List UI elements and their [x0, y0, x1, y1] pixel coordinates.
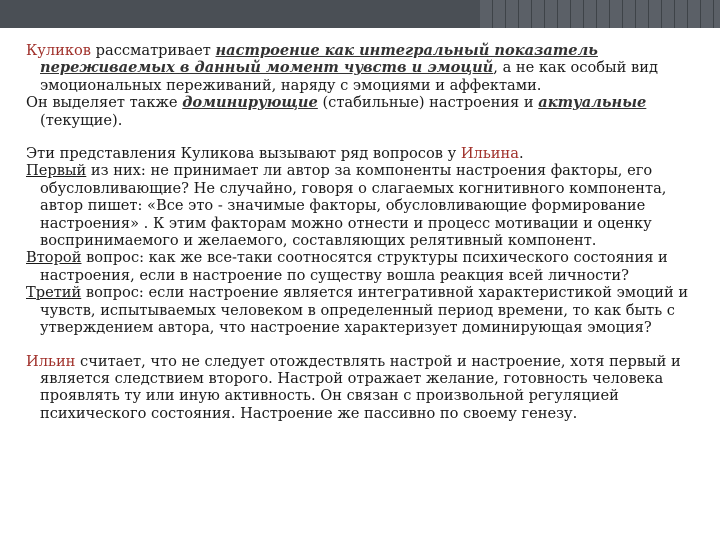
text: , а не как особый вид эмоциональных переживаний, наряду с эмоциями и аффектами. [40, 59, 658, 94]
name-ilyina: Ильина [460, 145, 519, 163]
name-kulikov: Куликов [26, 42, 92, 59]
header-decoration [480, 0, 720, 28]
text: из них: не принимает ли автор за компоненты настроения факторы, его обусловливающие? Не случайно, говоря о слагаемых когнитивного компонента, автор пишет: «Все это - значимые факторы, обусловливающие формирование настроения» . К этим факторам можно отнести и процесс мотивации и оценку воспринимаемого и желаемого, составляющих релятивный компонент. [40, 162, 667, 250]
text: Эти представления Куликова вызывают ряд вопросов у [26, 145, 461, 163]
label-third: Третий [26, 284, 82, 302]
name-ilyin: Ильин [26, 352, 76, 370]
text: . [518, 145, 524, 163]
emphasis-dominant: доминирующие [182, 94, 318, 112]
text: (текущие). [40, 111, 123, 129]
text: вопрос: как же все-таки соотносятся структуры психического состояния и настроения, если в настроение по существу вошла реакция всей личности? [40, 249, 668, 284]
paragraph-ilyin-view [26, 353, 698, 423]
paragraph-kulikov-definition [26, 42, 698, 94]
paragraph-second-question [26, 249, 698, 284]
paragraph-first-question [26, 162, 698, 249]
text: Он выделяет также [26, 94, 183, 112]
paragraph-ilyin-questions [26, 145, 698, 162]
label-second: Второй [26, 249, 82, 267]
paragraph-mood-types [26, 94, 698, 129]
slide-body [26, 42, 698, 422]
text: рассматривает [91, 42, 216, 59]
text: вопрос: если настроение является интегративной характеристикой эмоций и чувств, испытываемых человеком в определенный период времени, то как быть с утверждением автора, что настроение характеризует доминирующая эмоция? [40, 284, 689, 337]
paragraph-third-question [26, 284, 698, 336]
emphasis-definition: настроение как интегральный показатель переживаемых в данный момент чувств и эмоций [40, 42, 598, 77]
text: считает, что не следует отождествлять настрой и настроение, хотя первый и является следствием второго. Настрой отражает желание, готовность человека проявлять ту или иную активность. Он связан с произвольной регуляцией психического состояния. Настроение же пассивно по своему генезу. [40, 352, 681, 422]
text: (стабильные) настроения и [317, 94, 539, 112]
label-first: Первый [26, 162, 87, 180]
emphasis-actual: актуальные [538, 94, 647, 112]
slide-header-bar [0, 0, 720, 28]
